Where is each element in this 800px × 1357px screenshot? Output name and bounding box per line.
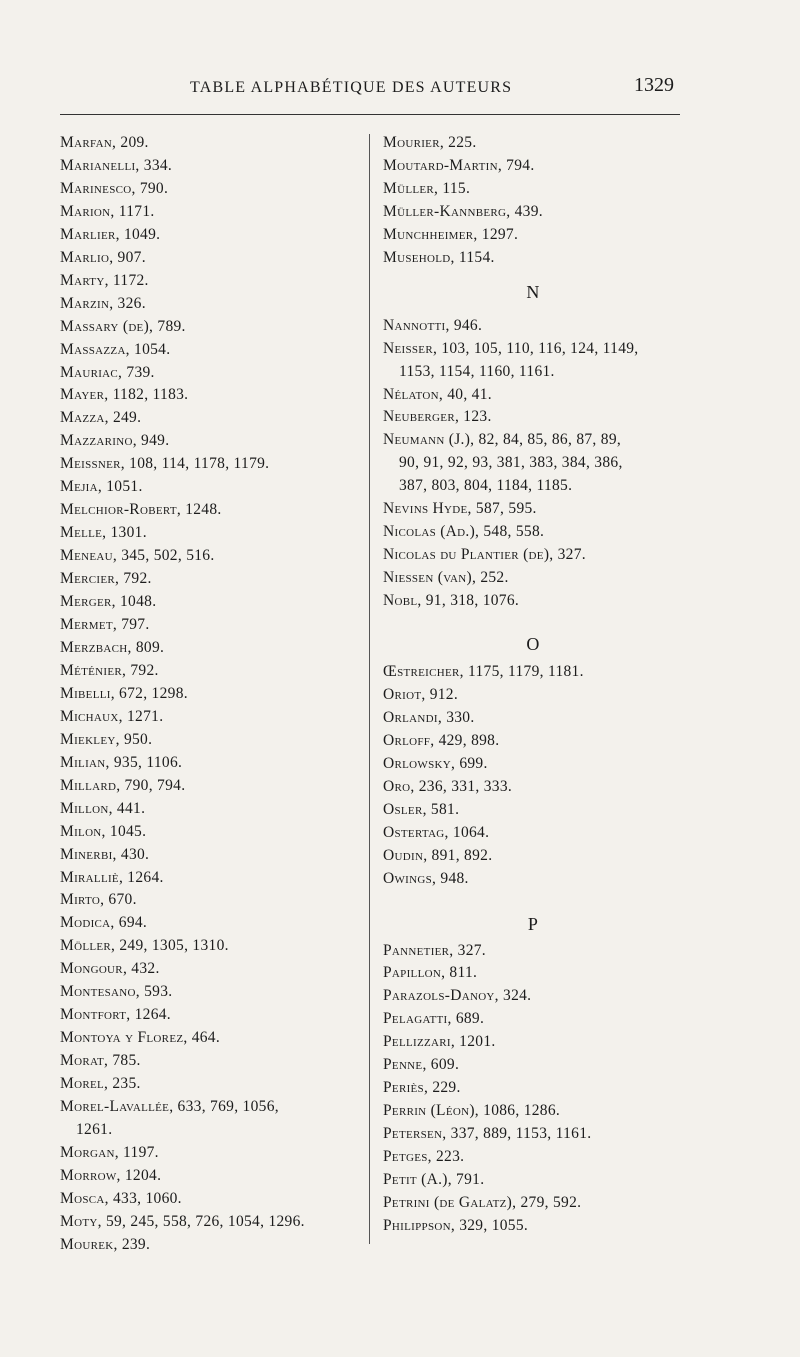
index-entry: Morat, 785. <box>60 1052 141 1070</box>
index-entry: Mercier, 792. <box>60 570 152 588</box>
index-entry: Miekley, 950. <box>60 730 153 748</box>
header-rule <box>60 114 680 115</box>
index-entry: Melle, 1301. <box>60 524 147 542</box>
section-letter-n: N <box>526 281 540 302</box>
index-entry: Perrin (Léon), 1086, 1286. <box>383 1102 561 1120</box>
index-entry: Mourier, 225. <box>383 134 477 151</box>
index-entry: Oudin, 891, 892. <box>383 846 493 864</box>
index-entry: Marinesco, 790. <box>60 179 169 197</box>
index-entry: Nicolas (Ad.), 548, 558. <box>383 523 545 541</box>
index-entry: Penne, 609. <box>383 1056 460 1074</box>
running-header-title: TABLE ALPHABÉTIQUE DES AUTEURS <box>190 79 513 96</box>
index-entry: Mermet, 797. <box>60 616 150 634</box>
index-entry: Marlio, 907. <box>60 248 146 266</box>
index-entry: Petges, 223. <box>383 1148 465 1166</box>
index-entry: Pellizzari, 1201. <box>383 1033 496 1051</box>
index-entry: Marianelli, 334. <box>60 156 173 174</box>
index-entry: Méténier, 792. <box>60 661 159 679</box>
index-entry-continuation: 90, 91, 92, 93, 381, 383, 384, 386, <box>399 454 623 472</box>
index-entry: Periès, 229. <box>383 1079 461 1097</box>
index-entry: Müller, 115. <box>383 179 471 197</box>
index-entry: Mosca, 433, 1060. <box>60 1189 182 1207</box>
index-entry: Marzin, 326. <box>60 294 146 312</box>
index-entry: Morel-Lavallée, 633, 769, 1056, <box>60 1098 279 1116</box>
index-entry: Petersen, 337, 889, 1153, 1161. <box>383 1125 592 1143</box>
index-entry: Nélaton, 40, 41. <box>383 385 492 403</box>
index-entry: Pelagatti, 689. <box>383 1010 485 1028</box>
index-entry: Meissner, 108, 114, 1178, 1179. <box>60 455 270 473</box>
index-entry: Neisser, 103, 105, 110, 116, 124, 1149, <box>383 339 639 357</box>
index-entry: Millard, 790, 794. <box>60 776 186 794</box>
index-entry: Morrow, 1204. <box>60 1166 162 1184</box>
index-entry: Merzbach, 809. <box>60 638 165 656</box>
index-entry: Oriot, 912. <box>383 685 459 703</box>
index-entry: Milon, 1045. <box>60 822 147 840</box>
index-entry: Ostertag, 1064. <box>383 823 490 841</box>
index-entry: Müller-Kannberg, 439. <box>383 202 543 220</box>
index-entry: Neuberger, 123. <box>383 408 492 426</box>
index-entry: Nicolas du Plantier (de), 327. <box>383 546 586 564</box>
index-entry-continuation: 1261. <box>76 1120 113 1138</box>
index-entry: Mazza, 249. <box>60 409 142 427</box>
index-column-left <box>60 132 360 1257</box>
index-entry: Osler, 581. <box>383 800 460 818</box>
index-entry: Montfort, 1264. <box>60 1006 171 1024</box>
index-entry: Millon, 441. <box>60 799 146 817</box>
index-entry: Mejia, 1051. <box>60 478 143 496</box>
index-entry-continuation: 1153, 1154, 1160, 1161. <box>399 362 555 380</box>
index-entry: Massary (de), 789. <box>60 317 186 335</box>
index-entry: Niessen (van), 252. <box>383 569 509 587</box>
index-entry: Munchheimer, 1297. <box>383 225 519 243</box>
index-entry: Melchior-Robert, 1248. <box>60 501 222 519</box>
index-entry: Modica, 694. <box>60 914 148 932</box>
index-entry: Mayer, 1182, 1183. <box>60 386 189 404</box>
index-entry: Mazzarino, 949. <box>60 432 170 450</box>
index-entry: Mourek, 239. <box>60 1235 151 1253</box>
index-entry: Oro, 236, 331, 333. <box>383 777 513 795</box>
index-entry: Papillon, 811. <box>383 964 478 982</box>
index-entry: Milian, 935, 1106. <box>60 753 183 771</box>
page-number: 1329 <box>634 74 674 96</box>
index-entry: Nevins Hyde, 587, 595. <box>383 500 537 518</box>
index-entry: Michaux, 1271. <box>60 707 164 725</box>
index-entry: Marfan, 209. <box>60 134 149 151</box>
index-entry: Minerbi, 430. <box>60 845 150 863</box>
index-entry: Orlowsky, 699. <box>383 754 488 772</box>
index-entry: Miralliè, 1264. <box>60 868 164 886</box>
index-entry: Marion, 1171. <box>60 202 155 220</box>
index-entry: Œstreicher, 1175, 1179, 1181. <box>383 663 584 681</box>
index-entry: Moutard-Martin, 794. <box>383 156 535 174</box>
index-entry: Nobl, 91, 318, 1076. <box>383 592 520 610</box>
index-entry: Pannetier, 327. <box>383 941 486 959</box>
index-entry-continuation: 387, 803, 804, 1184, 1185. <box>399 477 573 495</box>
index-entry: Mibelli, 672, 1298. <box>60 684 188 702</box>
index-entry: Moty, 59, 245, 558, 726, 1054, 1296. <box>60 1212 305 1230</box>
index-entry: Neumann (J.), 82, 84, 85, 86, 87, 89, <box>383 431 622 449</box>
index-entry: Marlier, 1049. <box>60 225 161 243</box>
index-entry: Mongour, 432. <box>60 960 160 978</box>
index-entry: Morel, 235. <box>60 1075 141 1093</box>
index-column-right <box>383 132 683 1238</box>
index-entry: Marty, 1172. <box>60 271 149 289</box>
index-entry: Petrini (de Galatz), 279, 592. <box>383 1193 582 1211</box>
index-entry: Petit (A.), 791. <box>383 1171 485 1189</box>
column-divider <box>369 134 370 1244</box>
index-entry: Parazols-Danoy, 324. <box>383 987 532 1005</box>
index-entry: Montesano, 593. <box>60 983 173 1001</box>
index-entry: Philippson, 329, 1055. <box>383 1216 529 1234</box>
index-entry: Massazza, 1054. <box>60 340 171 358</box>
index-entry: Nannotti, 946. <box>383 316 483 334</box>
index-entry: Musehold, 1154. <box>383 248 495 266</box>
index-entry: Orloff, 429, 898. <box>383 731 500 749</box>
index-entry: Montoya y Florez, 464. <box>60 1029 221 1047</box>
index-entry: Merger, 1048. <box>60 593 157 611</box>
index-entry: Orlandi, 330. <box>383 708 475 726</box>
index-entry: Morgan, 1197. <box>60 1143 159 1161</box>
section-letter-p: P <box>527 913 539 934</box>
index-entry: Owings, 948. <box>383 869 469 887</box>
section-letter-o: O <box>526 634 540 655</box>
index-entry: Mauriac, 739. <box>60 363 155 381</box>
index-entry: Möller, 249, 1305, 1310. <box>60 937 229 955</box>
index-entry: Meneau, 345, 502, 516. <box>60 547 215 565</box>
index-entry: Mirto, 670. <box>60 891 137 909</box>
